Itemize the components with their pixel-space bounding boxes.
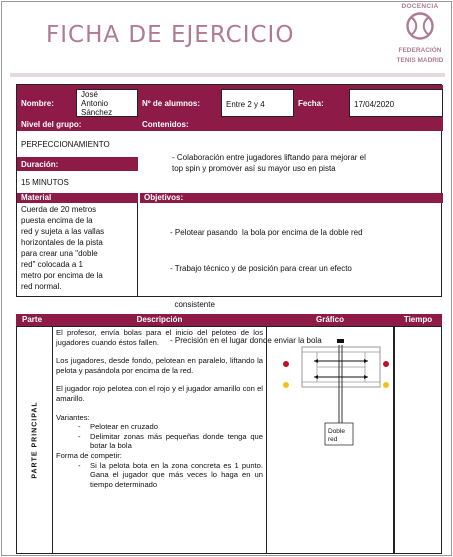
player-red-left <box>283 361 289 367</box>
col-grafico-header: Gráfico <box>266 314 394 326</box>
desc-paragraph-2: Los jugadores, desde fondo, pelotean en paralelo, liftando la pelota y pasándola por encima de la red. <box>56 356 263 375</box>
forma-label: Forma de competir: <box>56 450 122 460</box>
material-line: metro por encima de la <box>21 271 103 280</box>
alumnos-value: Entre 2 y 4 <box>221 89 294 117</box>
col-parte-header: Parte <box>16 314 53 326</box>
material-line: Cuerda de 20 metros <box>21 205 97 214</box>
objetivo-item: - Precisión en el lugar donde enviar la bola <box>170 336 322 345</box>
exercise-table <box>16 314 442 554</box>
duracion-value: 15 MINUTOS <box>21 178 69 187</box>
logo-tenis-madrid-text: TENIS MADRID <box>396 57 444 64</box>
arrow-head <box>364 375 368 379</box>
forma-item: - Si la pelota bota en la zona concreta es 1 punto. Gana el jugador que más veces lo haga en un tiempo determinado <box>78 461 263 490</box>
nivel-value: PERFECCIONAMIENTO <box>21 140 110 149</box>
variante-item: - Delimitar zonas más pequeñas donde tenga que botar la bola <box>78 432 263 451</box>
material-line: red normal. <box>21 282 62 291</box>
tennis-ball-icon <box>406 12 434 40</box>
contenidos-line-1: - Colaboración entre jugadores liftando para mejorar el <box>172 153 366 162</box>
nombre-line-1: José <box>81 90 98 99</box>
objetivo-item: consistente <box>170 300 215 309</box>
duracion-label: Duración: <box>17 157 138 171</box>
contenidos-line-2: top spin y promover así su mayor uso en pista <box>172 164 336 173</box>
alumnos-label: Nº de alumnos: <box>138 89 221 117</box>
contenidos-label: Contenidos: <box>138 117 443 131</box>
arrow-head <box>314 359 318 363</box>
material-line: red y sujeta a las vallas <box>21 227 105 236</box>
material-line: red" colocada a 1 <box>21 260 83 269</box>
material-line: puesta encima de la <box>21 216 93 225</box>
descripcion-cell <box>53 326 266 554</box>
variante-item: - Pelotear en cruzado <box>78 422 263 432</box>
material-text <box>17 203 138 297</box>
variantes-list <box>78 422 263 451</box>
variantes-label: Variantes: <box>56 412 90 422</box>
nombre-label: Nombre: <box>17 89 76 117</box>
col-tiempo-header: Tiempo <box>394 314 442 326</box>
player-yellow-left <box>283 382 289 388</box>
grafico-cell <box>266 326 394 554</box>
court-diagram <box>267 327 395 467</box>
material-line: para crear una "doble <box>21 249 98 258</box>
federation-logo <box>388 3 452 65</box>
forma-list <box>78 461 263 490</box>
contenidos-text <box>172 152 442 174</box>
col-descripcion-header: Descripción <box>53 314 266 326</box>
tiempo-cell <box>394 326 442 554</box>
nivel-label: Nivel del grupo: <box>17 117 138 131</box>
double-net-label-line-2: red <box>328 436 338 443</box>
objetivos-label: Objetivos: <box>140 193 443 203</box>
logo-federacion-text: FEDERACIÓN <box>398 47 442 54</box>
arrow-head <box>314 375 318 379</box>
player-yellow-right <box>383 382 389 388</box>
material-label: Material <box>17 193 138 203</box>
material-line: horizontales de la pista <box>21 238 103 247</box>
teacher-marker <box>337 339 344 343</box>
fecha-label: Fecha: <box>294 89 349 117</box>
arrow-head <box>364 359 368 363</box>
objetivo-item: - Pelotear pasando la bola por encima de la doble red <box>170 228 363 237</box>
desc-paragraph-1: El profesor, envía bolas para el inicio del peloteo de los jugadores cuando éstos fallen. <box>56 328 263 347</box>
nombre-line-3: Sánchez <box>81 108 113 117</box>
title-divider <box>10 73 445 77</box>
desc-paragraph-3: El jugador rojo pelotea con el rojo y el jugador amarillo con el amarillo. <box>56 384 263 403</box>
nombre-value <box>76 89 138 117</box>
logo-docencia-text: DOCENCIA <box>401 3 439 10</box>
fecha-value: 17/04/2020 <box>349 89 443 117</box>
player-red-right <box>383 361 389 367</box>
double-net-label-line-1: Doble <box>328 428 345 435</box>
parte-cell <box>16 326 53 554</box>
page-title: FICHA DE EJERCICIO <box>46 22 295 48</box>
parte-value: PARTE PRINCIPAL <box>31 401 38 479</box>
nombre-line-2: Antonio <box>81 99 109 108</box>
objetivo-item: - Trabajo técnico y de posición para crear un efecto <box>170 264 352 273</box>
